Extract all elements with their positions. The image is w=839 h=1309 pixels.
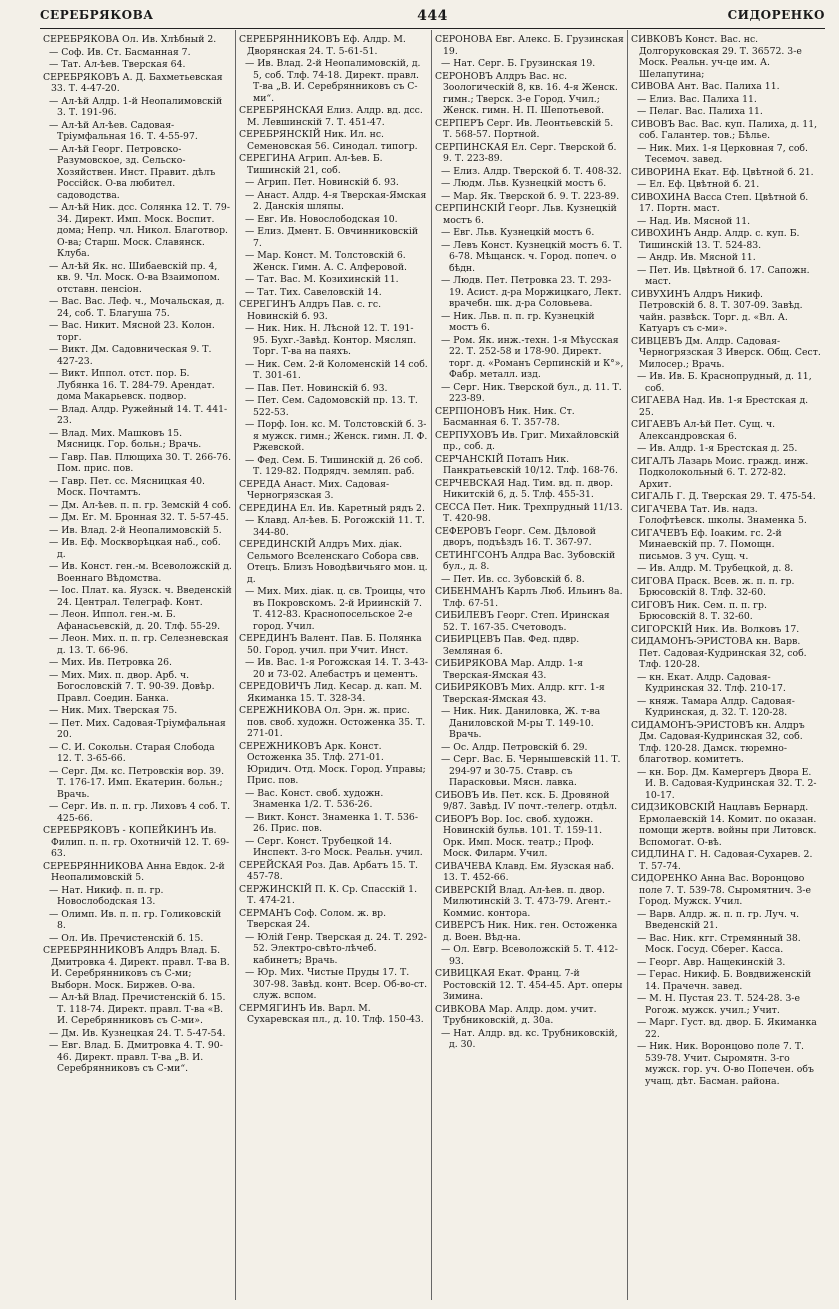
column-1 (40, 30, 236, 1300)
directory-entry: СИВКОВА Мар. Алдр. дом. учит. Трубниковскій, д. 30а. (435, 1003, 597, 1026)
directory-entry: — Серг. Дм. кс. Петровскія вор. 39. Т. 176-17. Имп. Екатерин. больн.; Врачь. (49, 765, 225, 800)
directory-entry: — Ив. Алдр. 1-я Брестская д. 25. (637, 443, 798, 454)
directory-entry: СЕРПИНСКАЯ Ел. Серг. Тверской б. 9. Т. 223-89. (435, 141, 617, 164)
directory-entry: СИВУХИНЪ Алдръ Никиф. Петровскій б. 8. Т. 307-09. Завѣд. чайн. развѣск. Торг. д. «Вл. А. Катуаръ съ с-ми». (631, 288, 803, 334)
directory-entry: СИВОХИНЪ Андр. Алдр. с. куп. Б. Тишинскій 13. Т. 524-83. (631, 228, 800, 251)
directory-entry: СЕРЕБРЯКОВЪ А. Д. Бахметьевская 33. Т. 4-47-20. (43, 71, 223, 94)
directory-entry: — Юлій Генр. Тверская д. 24. Т. 292-52. Электро-свѣто-лѣчеб. кабинетъ; Врачь. (245, 931, 427, 966)
directory-entry: — Ром. Як. инж.-техн. 1-я Мѣусская 22. Т. 252-58 и 178-90. Директ. торг. д. «Романъ Серпинскій и К°», Фабр. металл. изд. (441, 334, 624, 380)
directory-entry: — Ал-ѣй Ник. дсс. Солянка 12. Т. 79-34. Директ. Имп. Моск. Воспит. дома; Непр. чл. Никол. Благотвор. О-ва; Старш. Моск. Славянск. Клуба. (49, 202, 230, 259)
directory-entry: — Юр. Мих. Чистые Пруды 17. Т. 307-98. Завѣд. конт. Всер. Об-во-ст. служ. вспом. (245, 967, 428, 1001)
directory-entry: СИВОВЪ Вас. Вас. куп. Палиха, д. 11, соб. Галантер. тов.; Бѣлье. (631, 118, 818, 141)
directory-entry: — Ал-ѣй Як. нс. Шибаевскій пр. 4, кв. 9. Чл. Моск. О-ва Взаимопом. отставн. пенсіон. (49, 260, 220, 295)
directory-entry: — Гавр. Пав. Плющиха 30. Т. 266-76. Пом. прис. пов. (49, 451, 232, 474)
directory-entry: СЕРОНОВЪ Алдръ Вас. нс. Зоологическій 8, кв. 16. 4-я Женск. гимн.; Тверск. 3-е Город. Учил.; Женск. гимн. Н. П. Шепотьевой. (435, 70, 618, 116)
directory-entry: СЕРЕДИНА Ел. Ив. Каретный рядъ 2. (239, 502, 425, 514)
directory-entry: — Георг. Авр. Нащекинскій 3. (637, 956, 786, 968)
directory-entry: — Людв. Пет. Петровка 23. Т. 293-19. Асист. д-ра Моржицкаго, Лект. врачебн. шк. д-ра Соловьева. (441, 275, 622, 309)
directory-entry: СИБИРЦЕВЪ Пав. Фед. пдвр. Земляная 6. (435, 634, 580, 657)
directory-entry: — Ол. Евгр. Всеволожскій 5. Т. 412-93. (441, 944, 618, 967)
directory-entry: — Мих. Мих. п. двор. Арб. ч. Богословскій 7. Т. 90-39. Довѣр. Правл. Соедин. Банка. (49, 669, 215, 704)
directory-entry: — Вас. Ник. кгг. Стремянный 38. Моск. Госуд. Сберег. Касса. (637, 932, 801, 955)
directory-entry: — Агрип. Пет. Новинскій б. 93. (245, 177, 399, 188)
directory-entry: — Варв. Алдр. ж. п. п. гр. Луч. ч. Введенскій 21. (637, 908, 800, 931)
directory-entry: — Ив. Вас. 1-я Рогожская 14. Т. 3-43-20 и 73-02. Алебастръ и цементъ. (245, 657, 429, 680)
directory-entry: СИДОРЕНКО Анна Вас. Воронцово поле 7. Т. 539-78. Сыромятнич. 3-е Город. Мужск. Учил. (631, 873, 812, 907)
directory-entry: — Дм. Ив. Кузнецкая 24. Т. 5-47-54. (49, 1027, 226, 1039)
directory-entry: СЕРЕБРЯНСКІЙ Ник. Ил. нс. Семеновская 56. Синодал. типогр. (239, 129, 418, 152)
directory-entry: — Влад. Мих. Машковъ 15. Мясницк. Гор. больн.; Врачь. (49, 427, 202, 450)
directory-entry: — Андр. Ив. Мясной 11. (637, 252, 756, 263)
directory-entry: — Герас. Никиф. Б. Вовдвиженскій 14. Прачечн. завед. (637, 969, 812, 992)
directory-entry: — Мар. Як. Тверской б. 9. Т. 223-89. (441, 190, 620, 202)
directory-entry: — Елиз. Дмент. Б. Овчинниковскій 7. (245, 226, 419, 249)
directory-entry: — Викт. Дм. Садовническая 9. Т. 427-23. (49, 344, 212, 367)
directory-entry: — Над. Ив. Мясной 11. (637, 215, 751, 227)
directory-entry: — Серг. Ив. п. п. гр. Лиховъ 4 соб. Т. 425-66. (49, 801, 231, 824)
directory-entry: СЕРЕБРЯКОВА Ол. Ив. Хлѣбный 2. (43, 34, 217, 45)
directory-entry: — Дм. Ал-ѣев. п. п. гр. Земскій 4 соб. (49, 499, 232, 511)
directory-entry: СИВЕРСЪ Ник. Ник. ген. Остоженка д. Воен. Вѣд-на. (435, 920, 618, 943)
directory-entry: СЕРПИНСКІЙ Георг. Льв. Кузнецкій мостъ 6. (435, 203, 617, 226)
directory-entry: — Серг. Вас. Б. Чернышевскій 11. Т. 294-97 и 30-75. Ставр. съ Парасковьи. Мясн. лавка. (441, 754, 621, 788)
directory-entry: СИГАЧЕВА Тат. Ив. надз. Голофтѣевск. школы. Знаменка 5. (631, 503, 807, 526)
directory-entry: СИВОХИНА Васса Степ. Цвѣтной б. 17. Портн. маст. (631, 191, 809, 214)
directory-entry: СИБИЛЕВЪ Георг. Степ. Иринская 52. Т. 167-35. Счетоводъ. (435, 610, 610, 633)
directory-entry: — Влад. Алдр. Ружейный 14. Т. 441-23. (49, 403, 228, 426)
directory-entry: — Ник. Сем. 2-й Коломенскій 14 соб. Т. 301-61. (245, 358, 428, 381)
directory-entry: — Олимп. Ив. п. п. гр. Голиковскій 8. (49, 908, 222, 931)
directory-entry: СЕРЕДОВИЧЪ Лид. Кесар. д. кап. М. Якиманка 15. Т. 328-34. (239, 681, 423, 704)
directory-entry: — Елиз. Алдр. Тверской б. Т. 408-32. (441, 165, 622, 177)
directory-entry: СЕРЕДА Анаст. Мих. Садовая-Черногрязская 3. (239, 478, 390, 501)
directory-entry: — Тат. Ал-ѣев. Тверская 64. (49, 59, 186, 70)
directory-entry: СИГАЛЪ Лазарь Моис. гражд. инж. Подколокольный 6. Т. 272-82. Архит. (631, 455, 809, 490)
directory-entry: — С. И. Сокольн. Старая Слобода 12. Т. 3-65-66. (49, 741, 215, 764)
directory-entry: — Пелаг. Вас. Палиха 11. (637, 106, 763, 117)
directory-entry: — Серг. Конст. Трубецкой 14. Инспект. 3-го Моск. Реальн. учил. (245, 835, 423, 858)
directory-entry: — Левъ Конст. Кузнецкій мостъ 6. Т. 6-78. Мѣщанск. ч. Город. попеч. о бѣдн. (441, 239, 623, 274)
directory-entry: — Евг. Влад. Б. Дмитровка 4. Т. 90-46. Директ. правл. Т-ва „В. И. Серебрянниковъ съ С-ми“. (49, 1040, 223, 1074)
directory-entry: — Тат. Вас. М. Козихинскій 11. (245, 274, 399, 285)
directory-entry: СЕТИНГСОНЪ Алдра Вас. Зубовскій бул., д. 8. (435, 549, 616, 572)
directory-entry: — Ив. Алдр. М. Трубецкой, д. 8. (637, 563, 794, 574)
directory-entry: — Викт. Иппол. отст. пор. Б. Лубянка 16. Т. 284-79. Арендат. дома Макарьевск. подвор. (49, 368, 215, 402)
directory-entry: — Тат. Тих. Савеловскій 14. (245, 286, 382, 298)
directory-entry: СИДАМОНЪ-ЭРИСТОВЪ кн. Алдръ Дм. Садовая-Кудринская 32, соб. Тлф. 120-28. Дамск. тюремно-благотвор. комитетъ. (631, 719, 805, 765)
directory-entry: — кн. Бор. Дм. Камергеръ Двора Е. И. В. Садовая-Кудринская 32. Т. 2-10-17. (637, 766, 817, 801)
column-3 (432, 30, 628, 1300)
directory-entry: — Ел. Еф. Цвѣтной б. 21. (637, 179, 760, 190)
directory-entry: — Ив. Конст. ген.-м. Всеволожскій д. Военнаго Вѣдомства. (49, 561, 232, 584)
directory-entry: СЕРМАНЪ Соф. Солом. ж. вр. Тверская 24. (239, 907, 387, 930)
directory-entry: — Ив. Влад. 2-й Неопалимовскій 5. (49, 524, 222, 536)
directory-entry: СИВОВА Ант. Вас. Палиха 11. (631, 81, 780, 92)
directory-entry: СЕРЕБРЯННИКОВЪ Еф. Алдр. М. Дворянская 24. Т. 5-61-51. (239, 34, 406, 57)
directory-entry: — Ник. Мих. 1-я Церковная 7, соб. Тесемоч. завед. (637, 142, 808, 165)
directory-entry: — княж. Тамара Алдр. Садовая-Кудринская, д. 32. Т. 120-28. (637, 695, 795, 718)
page-header (40, 6, 825, 29)
directory-entry: СЕССА Пет. Ник. Трехпрудный 11/13. Т. 420-98. (435, 501, 623, 524)
directory-entry: СЕРЕБРЯННИКОВЪ Алдръ Влад. Б. Дмитровка 4. Директ. правл. Т-ва В. И. Серебрянниковъ съ С-ми; Выборн. Моск. Биржев. О-ва. (43, 945, 230, 991)
column-4 (628, 30, 824, 1300)
directory-entry: — Пав. Пет. Новинскій б. 93. (245, 382, 388, 394)
directory-entry: — Вас. Конст. своб. художн. Знаменка 1/2. Т. 536-26. (245, 787, 384, 810)
directory-entry: СИБИРЯКОВА Мар. Алдр. 1-я Тверская-Ямская 43. (435, 658, 583, 681)
directory-entry: СЕРПУХОВЪ Ив. Григ. Михайловскій пр., соб. д. (435, 429, 620, 452)
directory-entry: — Елиз. Вас. Палиха 11. (637, 93, 757, 105)
directory-entry: — Евг. Льв. Кузнецкій мостъ 6. (441, 227, 595, 238)
directory-entry: — Ол. Ив. Пречистенскій б. 15. (49, 932, 204, 944)
directory-entry: СИБЕНМАНЪ Карлъ Люб. Ильинъ 8а. Тлф. 67-51. (435, 586, 623, 609)
directory-entry: СИГОВЪ Ник. Сем. п. п. гр. Брюсовскій 8. Т. 32-60. (631, 599, 767, 622)
directory-entry: СИБИРЯКОВЪ Мих. Алдр. кгг. 1-я Тверская-Ямская 43. (435, 682, 605, 705)
directory-entry: — Гавр. Пет. сс. Мясницкая 40. Моск. Почтамтъ. (49, 475, 205, 498)
directory-entry: — Людм. Льв. Кузнецкій мостъ 6. (441, 178, 607, 189)
directory-entry: — Ал-ѣй Ал-ѣев. Садовая-Тріумфальная 16. Т. 4-55-97. (49, 119, 198, 142)
directory-entry: — Дм. Ег. М. Бронная 32. Т. 5-57-45. (49, 512, 229, 523)
columns-container (40, 30, 825, 1300)
directory-entry: — Леон. Мих. п. п. гр. Селезневская д. 13. Т. 66-96. (49, 633, 229, 656)
directory-entry: СИДАМОНЪ-ЭРИСТОВА кн. Варв. Пет. Садовая-Кудринская 32, соб. Тлф. 120-28. (631, 636, 807, 670)
directory-entry: — Нат. Серг. Б. Грузинская 19. (441, 58, 596, 69)
directory-entry: СИВИЦКАЯ Екат. Франц. 7-й Ростовскій 12. Т. 454-45. Арт. оперы Зимина. (435, 968, 623, 1002)
directory-entry: СЕРПЕРЪ Серг. Ив. Леонтьевскій 5. Т. 568-57. Портной. (435, 117, 614, 140)
directory-entry: — Пет. Ив. сс. Зубовскій б. 8. (441, 573, 585, 585)
directory-entry: — Порф. Іон. кс. М. Толстовскій б. 3-я мужск. гимн.; Женск. гимн. Л. Ф. Ржевской. (245, 419, 428, 453)
directory-entry: СЕРМЯГИНЪ Ив. Варл. М. Сухаревская пл., д. 10. Тлф. 150-43. (239, 1002, 424, 1025)
directory-entry: СЕРЕГИНА Агрип. Ал-ѣев. Б. Тишинскій 21, соб. (239, 153, 383, 176)
directory-entry: — Ос. Алдр. Петровскій б. 29. (441, 741, 588, 753)
directory-entry: СЕРЕБРЯНСКАЯ Елиз. Алдр. вд. дсс. М. Левшинскій 7. Т. 451-47. (239, 105, 423, 128)
directory-entry: СЕРЖИНСКІЙ П. К. Ср. Спасскій 1. Т. 474-21. (239, 883, 418, 906)
column-2 (236, 30, 432, 1300)
directory-entry: СИГОРСКІЙ Ник. Ив. Волковъ 17. (631, 623, 800, 635)
directory-entry: — Ник. Льв. п. п. гр. Кузнецкій мостъ 6. (441, 310, 595, 333)
directory-entry: — Мих. Ив. Петровка 26. (49, 657, 173, 668)
directory-entry: СИГАЕВА Над. Ив. 1-я Брестская д. 25. (631, 395, 809, 418)
directory-entry: — кн. Екат. Алдр. Садовая-Кудринская 32. Тлф. 210-17. (637, 671, 786, 694)
directory-entry: — Ник. Ник. Н. Лѣсной 12. Т. 191-95. Бухг.-Завѣд. Контор. Мясляп. Торг. Т-ва на паяхъ. (245, 323, 417, 357)
directory-entry: — Ив. Ив. Б. Краснопрудный, д. 11, соб. (637, 371, 812, 394)
directory-entry: СЕРОНОВА Евг. Алекс. Б. Грузинская 19. (435, 34, 624, 57)
directory-entry: — Мих. Мих. діак. ц. св. Троицы, что въ Покровскомъ. 2-й Ириинскій 7. Т. 412-83. Краснопосельское 2-е город. Учил. (245, 586, 426, 632)
directory-entry: СИГАЕВЪ Ал-ѣй Пет. Сущ. ч. Александровская 6. (631, 419, 776, 442)
directory-entry: СИГОВА Праск. Всев. ж. п. п. гр. Брюсовскій 8. Тлф. 32-60. (631, 575, 795, 598)
directory-entry: — Ив. Еф. Москворѣцкая наб., соб. д. (49, 537, 221, 560)
directory-entry: СЕРЧЕВСКАЯ Над. Тим. вд. п. двор. Никитскій 6, д. 5. Тлф. 455-31. (435, 477, 614, 500)
directory-entry: — Вас. Вас. Леф. ч., Мочальская, д. 24, соб. Т. Благуша 75. (49, 296, 225, 319)
directory-entry: — Пет. Мих. Садовая-Тріумфальная 20. (49, 717, 226, 740)
directory-entry: СЕРЕЖНИКОВЪ Арк. Конст. Остоженка 35. Тлф. 271-01. Юридич. Отд. Моск. Город. Управы; Прис. пов. (239, 740, 426, 786)
header-left-keyword: СЕРЕБРЯКОВА (40, 8, 154, 22)
directory-entry: СИБОРЪ Вор. Іос. своб. художн. Новинскій бульв. 101. Т. 159-11. Орк. Имп. Моск. театр.; Проф. Моск. Филарм. Учил. (435, 813, 603, 859)
directory-entry: СИДЛИНА Г. Н. Садовая-Сухарев. 2. Т. 57-74. (631, 849, 813, 872)
directory-entry: — Нат. Алдр. вд. кс. Трубниковскій, д. 30. (441, 1027, 618, 1050)
directory-entry: СЕРЕБРЯКОВЪ - КОПЕЙКИНЪ Ив. Филип. п. п. гр. Охотничій 12. Т. 69-63. (43, 825, 230, 859)
directory-entry: СЕРЕЙСКАЯ Роз. Дав. Арбатъ 15. Т. 457-78. (239, 859, 418, 882)
directory-entry: — Пет. Ив. Цвѣтной б. 17. Сапожн. маст. (637, 264, 810, 287)
page-number: 444 (417, 8, 448, 24)
directory-entry: СЕРЧАНСКІЙ Потапъ Ник. Панкратьевскій 10/12. Тлф. 168-76. (435, 453, 618, 476)
directory-entry: — Леон. Иппол. ген.-м. Б. Афанасьевскій, д. 20. Тлф. 55-29. (49, 609, 221, 632)
directory-entry: СЕРЕЖНИКОВА Ол. Эрн. ж. прис. пов. своб. художн. Остоженка 35. Т. 271-01. (239, 705, 426, 739)
directory-entry: СИДЗИКОВСКІЙ Нацлавъ Бернард. Ермолаевскій 14. Комит. по оказан. помощи жертв. войны при Литовск. Вспомогат. О-вѣ. (631, 802, 817, 848)
directory-entry: СЕРПІОНОВЪ Ник. Ник. Ст. Басманная 6. Т. 357-78. (435, 405, 575, 428)
directory-entry: СИВЕРСКІЙ Влад. Ал-ѣев. п. двор. Милютинскій 3. Т. 473-79. Агент.-Коммис. контора. (435, 884, 611, 919)
directory-entry: — Марг. Густ. вд. двор. Б. Якиманка 22. (637, 1017, 817, 1040)
directory-entry: СИБОВЪ Ив. Пет. кск. Б. Дровяной 9/87. Завѣд. ІѴ почт.-телегр. отдѣл. (435, 789, 618, 812)
directory-entry: — Фед. Сем. Б. Тишинскій д. 26 соб. Т. 129-82. Подрядч. земляп. раб. (245, 454, 423, 477)
directory-entry: СЕФЕРОВЪ Георг. Сем. Дѣловой дворъ, подъѣздъ 16. Т. 367-97. (435, 525, 596, 548)
header-right-keyword: СИДОРЕНКО (727, 8, 825, 22)
directory-entry: СЕРЕДИНСКІЙ Алдръ Мих. діак. Сельмого Вселенскаго Собора свв. Отецъ. Близъ Новодѣвичьяго мон. ц. д. (239, 539, 428, 585)
directory-entry: — Вас. Никит. Мясной 23. Колон. торг. (49, 320, 215, 343)
directory-entry: СИВЦЕВЪ Дм. Алдр. Садовая-Черногрязская 3 Иверск. Общ. Сест. Милосер.; Врачь. (631, 335, 821, 370)
directory-entry: — Ник. Мих. Тверская 75. (49, 705, 178, 716)
directory-entry: СЕРЕДИНЪ Валент. Пав. Б. Полянка 50. Город. учил. при Учит. Инст. (239, 633, 422, 656)
directory-entry: — М. Н. Пустая 23. Т. 524-28. 3-е Рогож. мужск. учил.; Учит. (637, 993, 801, 1016)
directory-entry: СИГАЛЬ Г. Д. Тверская 29. Т. 475-54. (631, 491, 816, 502)
directory-entry: СЕРЕГИНЪ Алдръ Пав. с. гс. Новинскій б. 93. (239, 299, 382, 322)
directory-entry: — Клавд. Ал-ѣев. Б. Рогожскій 11. Т. 344-80. (245, 515, 425, 538)
directory-entry: — Іос. Плат. ка. Яузск. ч. Введенскій 24. Централ. Телеграф. Конт. (49, 585, 232, 608)
directory-entry: — Ник. Ник. Даниловка, Ж. т-ва Даниловской М-ры Т. 149-10. Врачь. (441, 706, 601, 740)
directory-entry: — Анаст. Алдр. 4-я Тверская-Ямская 2. Данскія шляпы. (245, 189, 427, 212)
directory-entry: — Ив. Влад. 2-й Неопалимовскій, д. 5, соб. Тлф. 74-18. Директ. правл. Т-ва „В. И. Серебрянниковъ съ С-ми“. (245, 58, 421, 104)
directory-entry: — Нат. Никиф. п. п. гр. Новослободская 13. (49, 884, 164, 907)
directory-entry: СИГАЧЕВЪ Еф. Іоаким. гс. 2-й Минаевскій пр. 7. Помощн. письмов. 3 уч. Сущ. ч. (631, 527, 782, 562)
directory-entry: — Ал-ѣй Влад. Пречистенскій б. 15. Т. 118-74. Директ. правл. Т-ва «В. И. Серебрянниковъ съ С-ми». (49, 992, 226, 1026)
directory-entry: СИВАЧЕВА Клавд. Ем. Яузская наб. 13. Т. 452-66. (435, 860, 615, 883)
directory-entry: — Ал-ѣй Георг. Петровско-Разумовское, зд. Сельско-Хозяйствен. Инст. Правит. дѣлъ Россійск. О-ва любител. садоводства. (49, 143, 216, 201)
directory-entry: — Ник. Ник. Воронцово поле 7. Т. 539-78. Учит. Сыромятн. 3-го мужск. гор. уч. О-во Попечен. объ учащ. дѣт. Басман. района. (637, 1041, 814, 1087)
directory-entry: СЕРЕБРЯННИКОВА Анна Евдок. 2-й Неопалимовскій 5. (43, 860, 225, 883)
directory-entry: — Евг. Ив. Новослободская 10. (245, 213, 398, 225)
directory-entry: СИВОРИНА Екат. Еф. Цвѣтной б. 21. (631, 166, 814, 178)
directory-entry: — Викт. Конст. Знаменка 1. Т. 536-26. Прис. пов. (245, 811, 418, 834)
directory-entry: — Соф. Ив. Ст. Басманная 7. (49, 46, 191, 58)
directory-entry: СИВКОВЪ Конст. Вас. нс. Долгоруковская 29. Т. 36572. 3-е Моск. Реальн. уч-це им. А. Шелапутина; (631, 34, 802, 80)
directory-entry: — Ал-ѣй Алдр. 1-й Неопалимовскій 3. Т. 191-96. (49, 95, 223, 118)
directory-entry: — Мар. Конст. М. Толстовскій 6. Женск. Гимн. А. С. Алферовой. (245, 250, 407, 273)
directory-entry: — Серг. Ник. Тверской бул., д. 11. Т. 223-89. (441, 381, 622, 404)
directory-entry: — Пет. Сем. Садомовскій пр. 13. Т. 522-53. (245, 395, 418, 418)
